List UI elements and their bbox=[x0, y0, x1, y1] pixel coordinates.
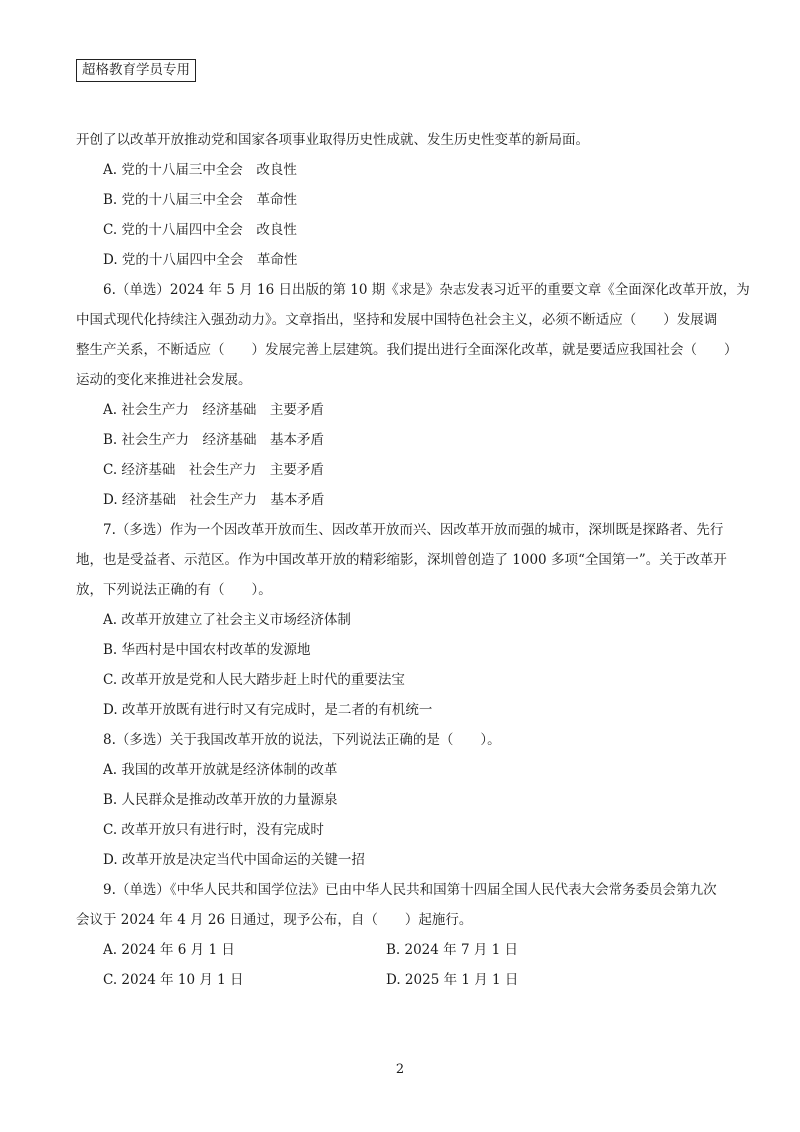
text-line: D. 党的十八届四中全会 革命性 bbox=[103, 252, 298, 268]
text-line: A. 我国的改革开放就是经济体制的改革 bbox=[103, 762, 338, 778]
text-line: D. 改革开放既有进行时又有完成时，是二者的有机统一 bbox=[103, 702, 433, 718]
text-line: 放，下列说法正确的有（ ）。 bbox=[76, 582, 272, 598]
text-line: A. 党的十八届三中全会 改良性 bbox=[103, 162, 297, 178]
question-9-options bbox=[76, 935, 726, 995]
text-line: 9.（单选）《中华人民共和国学位法》已由中华人民共和国第十四届全国人民代表大会常务委员会第九次 bbox=[103, 882, 717, 898]
text-line: C. 改革开放只有进行时，没有完成时 bbox=[103, 822, 324, 838]
text-line: B. 党的十八届三中全会 革命性 bbox=[103, 192, 298, 208]
option-item: A. 2024 年 6 月 1 日 bbox=[103, 942, 235, 958]
text-line: C. 党的十八届四中全会 改良性 bbox=[103, 222, 297, 238]
text-line: 会议于 2024 年 4 月 26 日通过，现予公布，自（ ）起施行。 bbox=[76, 912, 473, 928]
text-line: B. 华西村是中国农村改革的发源地 bbox=[103, 642, 311, 658]
text-line: C. 改革开放是党和人民大踏步赶上时代的重要法宝 bbox=[103, 672, 405, 688]
text-lines bbox=[76, 125, 750, 935]
text-line: 运动的变化来推进社会发展。 bbox=[76, 372, 252, 388]
header-label: 超格教育学员专用 bbox=[76, 59, 196, 82]
text-line: C. 经济基础 社会生产力 主要矛盾 bbox=[103, 462, 324, 478]
text-line: 7.（多选）作为一个因改革开放而生、因改革开放而兴、因改革开放而强的城市，深圳既是探路者、先行 bbox=[103, 522, 724, 538]
option-item: C. 2024 年 10 月 1 日 bbox=[103, 972, 244, 988]
document-body bbox=[76, 125, 750, 995]
text-line: A. 改革开放建立了社会主义市场经济体制 bbox=[103, 612, 351, 628]
text-line: B. 社会生产力 经济基础 基本矛盾 bbox=[103, 432, 325, 448]
text-line: 6.（单选）2024 年 5 月 16 日出版的第 10 期《求是》杂志发表习近平的重要文章《全面深化改革开放，为 bbox=[103, 282, 750, 298]
option-item: D. 2025 年 1 月 1 日 bbox=[386, 972, 519, 988]
text-line: 8.（多选）关于我国改革开放的说法，下列说法正确的是（ ）。 bbox=[103, 732, 501, 748]
option-item: B. 2024 年 7 月 1 日 bbox=[386, 942, 518, 958]
text-line: 开创了以改革开放推动党和国家各项事业取得历史性成就、发生历史性变革的新局面。 bbox=[76, 132, 589, 148]
text-line: 整生产关系，不断适应（ ）发展完善上层建筑。我们提出进行全面深化改革，就是要适应我国社会（ ） bbox=[76, 342, 738, 358]
text-line: D. 经济基础 社会生产力 基本矛盾 bbox=[103, 492, 325, 508]
option-row bbox=[76, 935, 726, 965]
text-line: 中国式现代化持续注入强劲动力》。文章指出，坚持和发展中国特色社会主义，必须不断适应（ ）发展调 bbox=[76, 312, 718, 328]
text-line: 地，也是受益者、示范区。作为中国改革开放的精彩缩影，深圳曾创造了 1000 多项“全国第一”。关于改革开 bbox=[76, 552, 727, 568]
text-line: A. 社会生产力 经济基础 主要矛盾 bbox=[103, 402, 324, 418]
text-line: D. 改革开放是决定当代中国命运的关键一招 bbox=[103, 852, 365, 868]
text-line: B. 人民群众是推动改革开放的力量源泉 bbox=[103, 792, 338, 808]
option-row bbox=[76, 965, 726, 995]
page-number: 2 bbox=[395, 1062, 405, 1077]
